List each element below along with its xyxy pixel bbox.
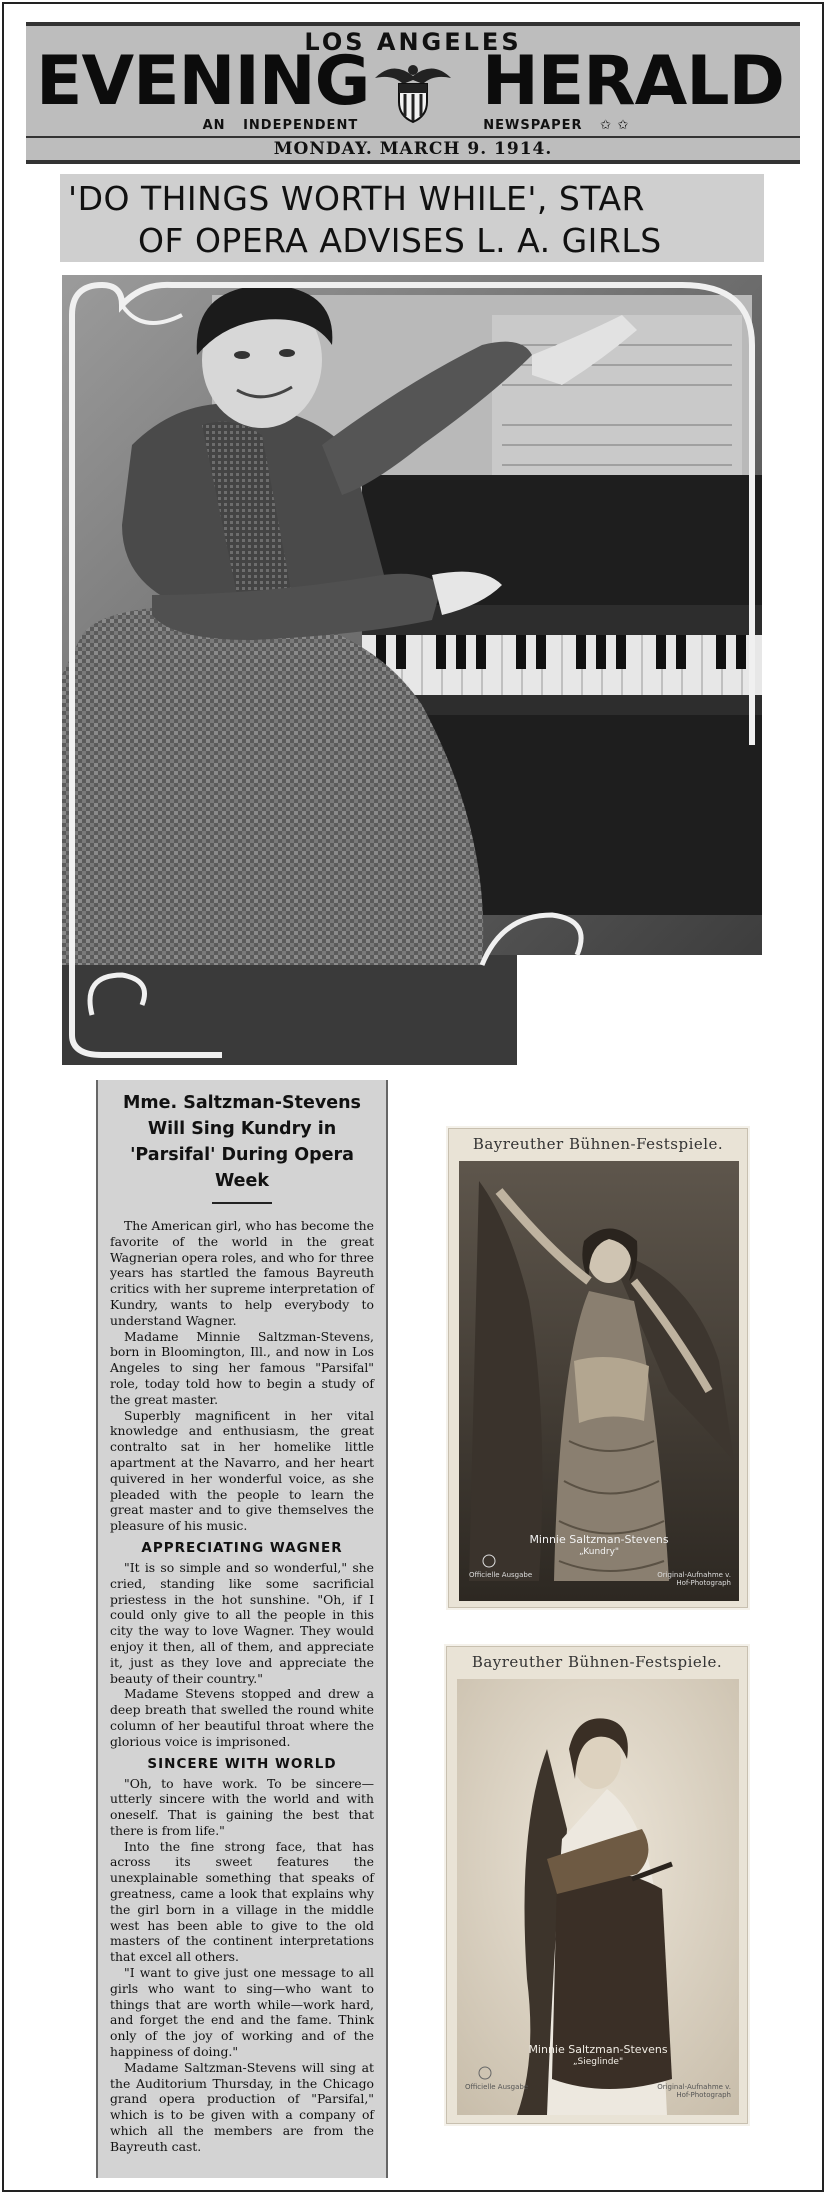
postcard-singer-name: Minnie Saltzman-Stevens [528, 2043, 668, 2056]
article-paragraph: Into the fine strong face, that has across its sweet features the unexplainable something that speaks of greatness, came a look that explains why the girl born in a village in the middle west has been able to give to the old masters of the continent interpretations that excel all others. [110, 1838, 374, 1965]
article-column [96, 1080, 388, 2178]
ribbon-word: NEWSPAPER [483, 118, 583, 133]
singer-at-piano-photo [62, 275, 762, 1065]
masthead-title-right: HERALD [481, 42, 784, 121]
masthead-divider [26, 136, 800, 138]
article-deck-heading: Mme. Saltzman-Stevens Will Sing Kundry in 'Parsifal' During Opera Week [123, 1093, 361, 1191]
postcard-photo [459, 1161, 739, 1601]
postcard-role: „Kundry" [578, 1547, 620, 1557]
masthead-title-left: EVENING [36, 42, 370, 121]
masthead-ribbon [146, 118, 686, 133]
article-paragraph: "Oh, to have work. To be sincere—utterly sincere with the world and with oneself. That is gaining the best that there is from life." [110, 1775, 374, 1838]
article-paragraph: "I want to give just one message to all girls who want to sing—who want to things that are worth while—work hard, and forget the end and the fame. Think only of the joy of working and of the happiness of doing." [110, 1965, 374, 2060]
subhead-sincere-with-world: SINCERE WITH WORLD [147, 1755, 337, 1772]
subhead-appreciating-wagner: APPRECIATING WAGNER [141, 1539, 343, 1556]
ribbon-word: INDEPENDENT [243, 118, 359, 133]
ribbon-word: AN [202, 118, 226, 133]
postcard-publisher-mark: Officielle Ausgabe [465, 2083, 529, 2091]
postcard-photo [457, 1679, 739, 2115]
headline-line-2: OF OPERA ADVISES L. A. GIRLS [138, 221, 662, 260]
postcard-role: „Sieglinde" [572, 2057, 624, 2067]
headline-line-1: 'DO THINGS WORTH WHILE', STAR [68, 179, 645, 218]
photo-illustration [62, 275, 762, 1065]
postcard-sieglinde [446, 1646, 748, 2124]
postcard-title: Bayreuther Bühnen-Festspiele. [471, 1653, 723, 1671]
postcard-photographer-mark: Original-Aufnahme v. Hof-Photograph [657, 1571, 731, 1587]
masthead-city: LOS ANGELES [304, 28, 522, 56]
article-headline [60, 174, 764, 262]
eagle-shield-emblem-icon [371, 56, 455, 126]
postcard-title: Bayreuther Bühnen-Festspiele. [472, 1135, 724, 1153]
newspaper-masthead [26, 22, 800, 164]
article-paragraph: Superbly magnificent in her vital knowledge and enthusiasm, the great contralto sat in her homelike little apartment at the Navarro, and her heart quivered in her wonderful voice, as she pleaded with the people to learn the great master and to give themselves the pleasure of his music. [110, 1407, 374, 1534]
article-paragraph: Madame Saltzman-Stevens will sing at the Auditorium Thursday, in the Chicago grand opera production of "Parsifal," which is to be given with a company of which all the members are from the Bayreuth cast. [110, 2059, 374, 2154]
postcard-singer-name: Minnie Saltzman-Stevens [529, 1533, 669, 1546]
masthead-date: MONDAY. MARCH 9. 1914. [273, 139, 553, 159]
postcard-kundry [448, 1128, 748, 1608]
postcard-photographer-mark: Original-Aufnahme v. Hof-Photograph [657, 2083, 731, 2099]
deck-divider [212, 1202, 272, 1204]
article-paragraph: The American girl, who has become the favorite of the world in the great Wagnerian opera roles, and who for three years has startled the famous Bayreuth critics with her supreme interpretation of Kundry, wants to help everybody to understand Wagner. [110, 1218, 374, 1328]
article-paragraph: Madame Stevens stopped and drew a deep breath that swelled the round white column of her beautiful throat where the glorious voice is imprisoned. [110, 1686, 374, 1749]
postcard-publisher-mark: Officielle Ausgabe [469, 1571, 533, 1579]
article-paragraph: Madame Minnie Saltzman-Stevens, born in Bloomington, Ill., and now in Los Angeles to sing her famous "Parsifal" role, today told how to begin a study of the great master. [110, 1328, 374, 1407]
star-ornament-icon: ✩ ✩ [600, 118, 630, 133]
article-paragraph: "It is so simple and so wonderful," she cried, standing like some sacrificial priestess in the hot sunshine. "Oh, if I could only give to all the people in this city the way to love Wagner. They would enjoy it then, all of them, and appreciate it, just as they love and appreciate the beauty of their country." [110, 1559, 374, 1686]
